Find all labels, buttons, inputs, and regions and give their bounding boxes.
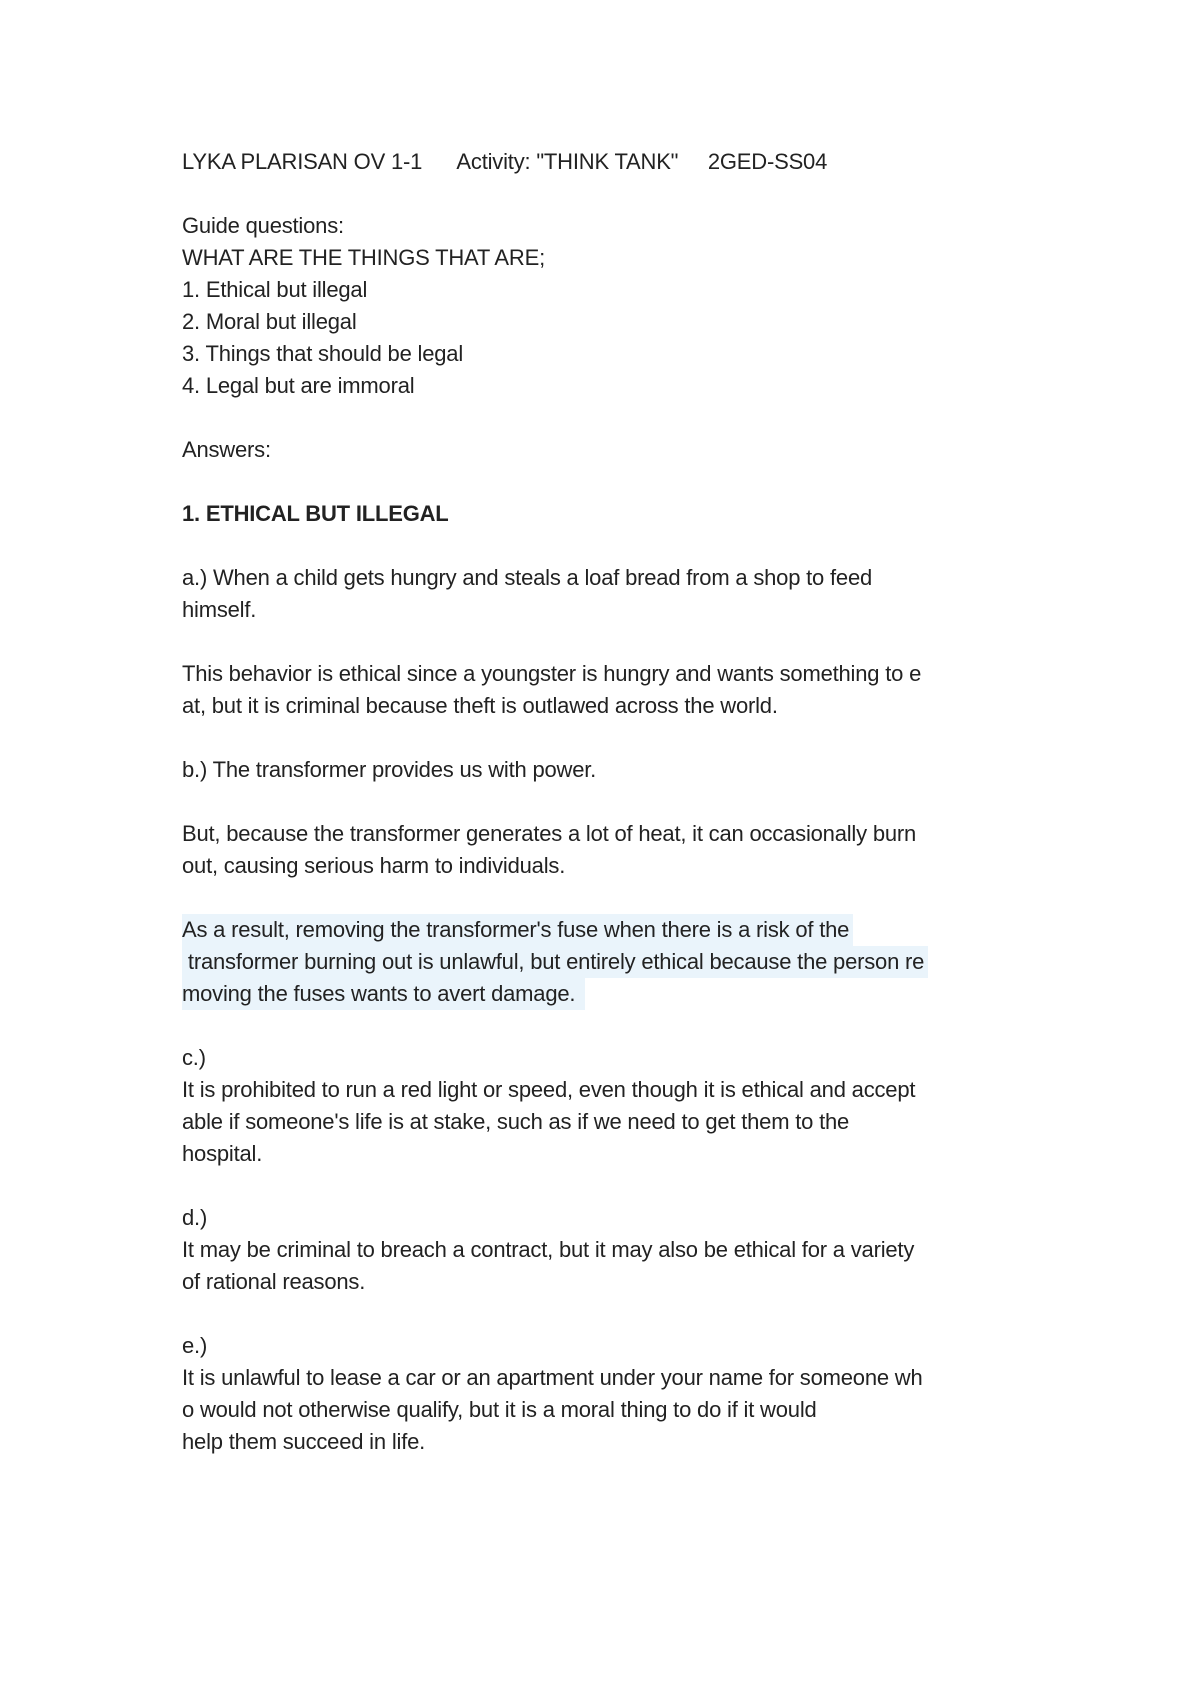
answer-a-line: a.) When a child gets hungry and steals a loaf bread from a shop to feed [182, 565, 873, 590]
answer-e-line: help them succeed in life. [182, 1429, 426, 1454]
class-code: 2GED-SS04 [707, 149, 828, 174]
document-page [182, 146, 1032, 1458]
header-line [182, 146, 1032, 178]
answer-b-line: b.) The transformer provides us with power. [182, 757, 597, 782]
highlighted-line: moving the fuses wants to avert damage. [182, 978, 585, 1010]
guide-item: 3. Things that should be legal [182, 341, 464, 366]
answer-b-paragraph-line: But, because the transformer generates a lot of heat, it can occasionally burn [182, 821, 917, 846]
highlighted-line: transformer burning out is unlawful, but entirely ethical because the person re [182, 946, 928, 978]
student-name: LYKA PLARISAN OV 1-1 [182, 149, 423, 174]
guide-item: 2. Moral but illegal [182, 309, 357, 334]
answer-a-explanation-line: This behavior is ethical since a youngster is hungry and wants something to e [182, 661, 922, 686]
answers-label: Answers: [182, 437, 271, 462]
guide-item: 1. Ethical but illegal [182, 277, 368, 302]
guide-item: 4. Legal but are immoral [182, 373, 415, 398]
section-heading: 1. ETHICAL BUT ILLEGAL [182, 501, 449, 526]
answer-c-line: It is prohibited to run a red light or speed, even though it is ethical and accept [182, 1077, 916, 1102]
answer-e-line: o would not otherwise qualify, but it is a moral thing to do if it would [182, 1397, 817, 1422]
answer-e-label: e.) [182, 1333, 208, 1358]
guide-label: Guide questions: [182, 213, 344, 238]
answer-c-label: c.) [182, 1045, 206, 1070]
highlighted-line: As a result, removing the transformer's fuse when there is a risk of the [182, 914, 853, 946]
answer-a-explanation-line: at, but it is criminal because theft is outlawed across the world. [182, 693, 778, 718]
answer-e-line: It is unlawful to lease a car or an apartment under your name for someone wh [182, 1365, 923, 1390]
answer-d-label: d.) [182, 1205, 208, 1230]
answer-d-line: It may be criminal to breach a contract, but it may also be ethical for a variety [182, 1237, 915, 1262]
answer-b-paragraph-line: out, causing serious harm to individuals. [182, 853, 566, 878]
answer-c-line: able if someone's life is at stake, such as if we need to get them to the [182, 1109, 850, 1134]
guide-intro: WHAT ARE THE THINGS THAT ARE; [182, 245, 545, 270]
answer-d-line: of rational reasons. [182, 1269, 366, 1294]
answer-a-line: himself. [182, 597, 257, 622]
activity-title: Activity: "THINK TANK" [456, 149, 679, 174]
answer-c-line: hospital. [182, 1141, 263, 1166]
highlighted-paragraph [182, 914, 1032, 1010]
